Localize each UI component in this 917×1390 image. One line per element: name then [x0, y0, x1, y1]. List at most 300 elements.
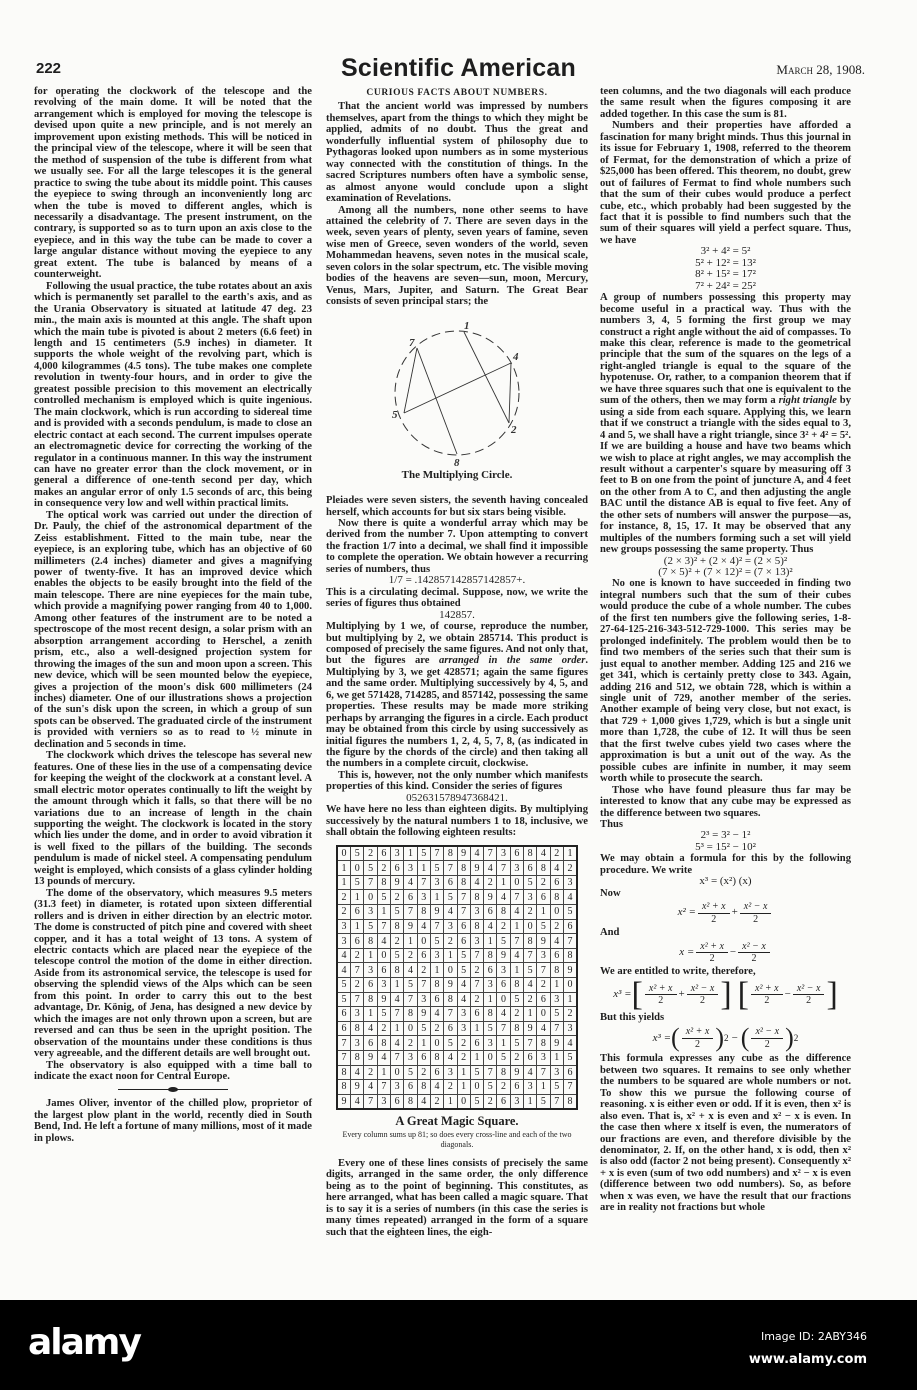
magic-square-cell: 4	[351, 1094, 364, 1109]
paragraph: This formula expresses any cube as the difference between two squares. It remains to see only whether the numbers to be squared are whole numbers or not. To show this we pursue the following course of reasoning. x is either even or odd. If it is even, then x² is also even. That is, x² + x is even and x² − x is even. In the case then where x itself is even, the numerators of our fractions are even, and therefore divisible by the denominator, 2. If, on the other hand, x is odd, then x² is also odd (factor 2 not being present). Consequently x² + x is even (sum of two odd numbers) and x² − x is even (difference between two odd numbers). So, as before when x was even, we have the result that our fractions are in reality not fractions but whole	[600, 1053, 851, 1214]
magic-square-cell: 3	[484, 1036, 497, 1051]
magic-square-row	[337, 1065, 577, 1080]
magic-square-cell: 7	[510, 890, 523, 905]
magic-square-row	[337, 1050, 577, 1065]
magic-square-cell: 3	[364, 905, 377, 920]
equation: 3² + 4² = 5²	[700, 245, 751, 258]
paragraph: The optical work was carried out under the direction of Dr. Pauly, the chief of the astronomical department of the Zeiss establishment. Fitted to the main tube, near the eyepiece, is an exploring tube, which has an objective of 60 millimeters (2.4 inches) diameter and gives a magnifying power of twenty-five. It has an improved device which enables the objects to be easily brought into the field of the main telescope. There are nine eyepieces for the main tube, which provide a magnifying power ranging from 40 to 1,000. Among other features of the instrument are to be noted a spectroscope of the most recent design, a solar prism with an absorption arrangement according to Herschel, a zenith prism, etc., also a well-designed projection system for throwing the images of the sun and moon upon a screen. This new device, which will be seen mounted below the eyepiece, gives a projection of the moon's disk 600 millimeters (24 inches) diameter. One of our illustrations shows a projection of the sun's disk upon the screen, in which a group of sun spots can be observed. The graduated circle of the instrument is provided with verniers so as to read to ½ minute in declination and 5 seconds in time.	[34, 509, 312, 750]
magic-square-cell: 7	[404, 905, 417, 920]
magic-square-cell: 2	[417, 1065, 430, 1080]
magic-square-cell: 9	[537, 934, 550, 949]
fraction	[740, 901, 772, 925]
magic-square-cell: 6	[404, 890, 417, 905]
magic-square-cell: 1	[417, 861, 430, 876]
numerator: x² − x	[793, 983, 825, 995]
magic-square-cell: 1	[470, 1021, 483, 1036]
magic-square-cell: 4	[430, 1080, 443, 1095]
magic-square-cell: 1	[404, 934, 417, 949]
equation: 1/7 = .142857142857142857+.	[388, 574, 526, 587]
magic-square-cell: 7	[457, 890, 470, 905]
magic-square-cell: 8	[563, 1094, 577, 1109]
magic-square-cell: 3	[523, 890, 536, 905]
magic-square-cell: 6	[404, 1080, 417, 1095]
magic-square-cell: 8	[377, 875, 390, 890]
right-column	[600, 86, 851, 1214]
magic-square-cell: 5	[550, 1007, 563, 1022]
magic-square-cell: 1	[364, 948, 377, 963]
operator: −	[729, 945, 737, 958]
denominator: 2	[806, 995, 812, 1007]
magic-square-cell: 6	[563, 1065, 577, 1080]
equation: 5³ = 15² − 10²	[695, 840, 756, 853]
magic-square-cell: 2	[470, 963, 483, 978]
magic-square-cell: 4	[497, 890, 510, 905]
magic-square-cell: 8	[523, 846, 536, 861]
magic-square-cell: 4	[550, 934, 563, 949]
magic-square-cell: 9	[563, 963, 577, 978]
lhs: x³ =	[613, 988, 632, 1001]
bracket: [	[631, 975, 643, 1013]
magic-square-cell: 1	[444, 1094, 457, 1109]
denominator: 2	[709, 952, 715, 964]
magic-square-cell: 7	[497, 861, 510, 876]
magic-square-cell: 0	[510, 875, 523, 890]
magic-square-cell: 3	[417, 992, 430, 1007]
magic-square-cell: 7	[404, 992, 417, 1007]
magic-square-cell: 5	[337, 978, 351, 993]
magic-square-cell: 2	[430, 1094, 443, 1109]
magic-square-cell: 4	[417, 1094, 430, 1109]
equation: 142857.	[439, 608, 475, 621]
circle-label: 2	[511, 423, 517, 436]
magic-square-cell: 7	[563, 1080, 577, 1095]
magic-square-cell: 1	[484, 934, 497, 949]
numerator: x² + x	[696, 941, 728, 953]
paragraph: Following the usual practice, the tube rotates about an axis which is permanently set parallel to the earth's axis, and as the Urania Observatory is situated at latitude 47 deg. 23 min., the main axis is mounted at this angle. The shaft upon which the main tube is pivoted is about 2 meters (6.6 feet) in length and 15 centimeters (5.9 inches) in diameter. It supports the whole weight of the revolving part, which is 4,000 kilogrammes (4.5 tons). The tube makes one complete revolution in twenty-four hours, and in order to give the greatest possible precision to this movement an electrically controlled mechanism is employed which is quite ingenious. The main clockwork, which is run according to sidereal time and is provided with a seconds pendulum, is made to close an electric contact at each second. The current impulses operate an electromagnetic device for correcting the working of the regulator in a continuous manner. In this way the instrument can have no greater error than the clock movement, or in general a difference of one-tenth second per day, which makes an angular error of only 1.5 seconds of arc, this being in consequence very low and well within practical limits.	[34, 280, 312, 510]
magic-square-cell: 7	[510, 934, 523, 949]
magic-square-cell: 2	[510, 1007, 523, 1022]
magic-square-cell: 5	[404, 978, 417, 993]
magic-square-cell: 7	[550, 1021, 563, 1036]
magic-square-cell: 5	[391, 905, 404, 920]
magic-square-cell: 7	[484, 1065, 497, 1080]
magic-square-cell: 6	[391, 1094, 404, 1109]
magic-square-cell: 2	[377, 861, 390, 876]
magic-square-cell: 7	[470, 978, 483, 993]
magic-square-cell: 1	[457, 1080, 470, 1095]
equation: 2³ = 3² − 1²	[700, 829, 751, 842]
magic-square-cell: 6	[510, 1080, 523, 1095]
magic-square-cell: 3	[364, 963, 377, 978]
magic-square-cell: 9	[351, 1080, 364, 1095]
magic-square-cell: 1	[337, 861, 351, 876]
magic-square-cell: 2	[497, 1080, 510, 1095]
magic-square-cell: 2	[484, 875, 497, 890]
magic-square-cell: 1	[470, 1050, 483, 1065]
magic-square-cell: 7	[537, 963, 550, 978]
magic-square-cell: 8	[337, 1080, 351, 1095]
magic-square-cell: 5	[364, 919, 377, 934]
magic-square-cell: 8	[510, 1021, 523, 1036]
magic-square-cell: 0	[364, 890, 377, 905]
magic-square-cell: 7	[497, 1021, 510, 1036]
chord-1-2	[464, 332, 509, 423]
magic-square-cell: 7	[417, 978, 430, 993]
paragraph: This is, however, not the only number which manifests properties of this kind. Consider the series of figures	[326, 769, 588, 793]
paragraph: teen columns, and the two diagonals will each produce the same result when the figures composing it are added together. In this case the sum is 81.	[600, 86, 851, 120]
lhs: x =	[679, 945, 695, 958]
denominator: 2	[700, 995, 706, 1007]
magic-square-cell: 8	[337, 1065, 351, 1080]
paragraph: Among all the numbers, none other seems to have attained the celebrity of 7. There are seven days in the week, seven years of plenty, seven years of famine, seven wise men of Greece, seven wonders of the world, seven Mohammedan heavens, seven notes in the musical scale, seven colors in the solar spectrum, etc. The visible moving bodies of the heavens are seven—sun, moon, Mercury, Venus, Mars, Jupiter, and Saturn. The Great Bear consists of seven principal stars; the	[326, 204, 588, 308]
magic-square-table	[336, 845, 578, 1111]
fraction	[751, 983, 783, 1007]
magic-square-cell: 7	[537, 1065, 550, 1080]
magic-square-cell: 0	[537, 1007, 550, 1022]
magic-square-cell: 1	[364, 1007, 377, 1022]
magic-square-cell: 6	[377, 846, 390, 861]
magic-square-cell: 5	[457, 963, 470, 978]
magic-square-cell: 7	[391, 1007, 404, 1022]
text: Multiplying by 1 we, of course, reproduce the number, but multiplying by 2, we obtain 285714. This product is composed of precisely the same figures. And not only that, but the figures are	[326, 621, 588, 667]
multiplying-circle-figure	[382, 318, 532, 468]
magic-square-cell: 4	[430, 1007, 443, 1022]
denominator: 2	[695, 1038, 700, 1050]
magic-square-cell: 1	[457, 1065, 470, 1080]
chord-7-8	[417, 348, 457, 454]
denominator: 2	[764, 1038, 770, 1050]
magic-square-cell: 4	[470, 875, 483, 890]
magic-square-cell: 1	[391, 1021, 404, 1036]
paragraph: for operating the clockwork of the telescope and the revolving of the main dome. It will be noted that the arrangement which is employed for moving the telescope is devised upon quite a new principle, and is not merely an improvement upon existing methods. This will be noticed in the principal view of the telescope, where it will be seen that the method of suspension of the tube is different from what we usually see. For all the large telescopes it is the general practice to swing the tube about its middle point. This causes the eyepiece to swing through an inconveniently long arc when the tube is moved to different angles, which is necessarily a disadvantage. The present instrument, on the contrary, is supported so as to turn upon an axis close to the eyepiece, and in this way the tube can be made to cover a large angular distance without moving the eyepiece to any great extent. The tube is balanced by means of a counterweight.	[34, 86, 312, 281]
magic-square-cell: 4	[337, 948, 351, 963]
exponent: 2	[723, 1032, 729, 1043]
magic-square-cell: 3	[510, 861, 523, 876]
numerator: x² − x	[738, 941, 770, 953]
circle-label: 5	[392, 408, 398, 421]
magic-square-cell: 3	[563, 1021, 577, 1036]
operator: −	[731, 1031, 738, 1044]
magic-square-cell: 6	[497, 978, 510, 993]
magic-square-cell: 5	[457, 948, 470, 963]
magic-square-cell: 0	[417, 934, 430, 949]
magic-square-cell: 0	[497, 992, 510, 1007]
magic-square-cell: 8	[550, 963, 563, 978]
magic-square-cell: 3	[444, 919, 457, 934]
magic-square-cell: 8	[417, 905, 430, 920]
magic-square-cell: 3	[470, 905, 483, 920]
magic-square-cell: 0	[523, 919, 536, 934]
magic-square-cell: 1	[510, 963, 523, 978]
magic-square-cell: 7	[484, 846, 497, 861]
magic-square-cell: 1	[497, 1036, 510, 1051]
italic-text: arranged in the same order	[438, 655, 586, 667]
magic-square-cell: 1	[430, 963, 443, 978]
numerator: x² + x	[682, 1026, 714, 1038]
magic-square-cell: 3	[391, 1080, 404, 1095]
issue-date: March 28, 1908.	[776, 62, 865, 77]
paragraph: But this yields	[600, 1011, 665, 1023]
fraction	[696, 941, 728, 965]
magic-square-cell: 3	[351, 1036, 364, 1051]
magic-square-cell: 7	[364, 875, 377, 890]
magic-square-cell: 6	[337, 1021, 351, 1036]
text: . Multiplying by 3, we get 428571; again the same figures and the same order. Multiplying successively by 4, 5, and 6, we get 571428, 714285, and 857142, possessing the same properties. These results may be made more striking perhaps by arranging the figures in a circle. Each product may be obtained from this circle by using successively as initial figures the numbers 1, 2, 4, 5, 7, 8, (as indicated in the figure by the chords of the circle) and then taking all the numbers in a complete circuit, clockwise.	[326, 655, 588, 770]
magic-square-cell: 8	[391, 963, 404, 978]
magic-square-cell: 6	[391, 861, 404, 876]
magic-square-cell: 4	[444, 905, 457, 920]
fraction	[698, 901, 730, 925]
magic-square-cell: 3	[563, 875, 577, 890]
magic-square-cell: 4	[550, 861, 563, 876]
magic-square-cell: 0	[470, 1080, 483, 1095]
magic-square-cell: 2	[430, 1021, 443, 1036]
magic-square-cell: 7	[351, 963, 364, 978]
magic-square-cell: 2	[537, 875, 550, 890]
equation-x	[600, 941, 851, 965]
magic-square-cell: 8	[417, 1080, 430, 1095]
magic-square-cell: 8	[444, 992, 457, 1007]
magic-square-cell: 4	[351, 1065, 364, 1080]
magic-square-cell: 7	[377, 1080, 390, 1095]
magic-square-cell: 2	[563, 1007, 577, 1022]
magic-square-cell: 6	[444, 1021, 457, 1036]
magic-square-cell: 3	[457, 1021, 470, 1036]
magic-square-cell: 5	[417, 846, 430, 861]
magic-square-note: Every column sums up 81; so does every cross-line and each of the two diagonals.	[342, 1129, 572, 1149]
paragraph: Those who have found pleasure thus far may be interested to know that any cube may be expressed as the difference between two squares.	[600, 784, 851, 819]
magic-square-cell: 1	[563, 846, 577, 861]
magic-square-cell: 1	[377, 1065, 390, 1080]
paragraph	[600, 292, 851, 555]
exponent: 2	[793, 1032, 799, 1043]
magic-square-cell: 4	[391, 992, 404, 1007]
magic-square-row	[337, 1007, 577, 1022]
magic-square-cell: 5	[470, 1094, 483, 1109]
magic-square-cell: 3	[457, 1007, 470, 1022]
magic-square-cell: 9	[523, 1021, 536, 1036]
magic-square-cell: 1	[404, 846, 417, 861]
magic-square-cell: 1	[351, 890, 364, 905]
magic-square-cell: 7	[444, 861, 457, 876]
magic-square-cell: 6	[430, 1065, 443, 1080]
magic-square-cell: 4	[377, 934, 390, 949]
magic-square-cell: 5	[337, 992, 351, 1007]
magic-square-cell: 2	[444, 1080, 457, 1095]
magic-square-cell: 8	[457, 875, 470, 890]
magic-square-cell: 8	[537, 1036, 550, 1051]
magic-square-cell: 3	[470, 934, 483, 949]
magic-square-cell: 2	[351, 978, 364, 993]
magic-square-cell: 2	[337, 905, 351, 920]
equation: (2 × 3)² + (2 × 4)² = (2 × 5)²	[663, 554, 788, 567]
paragraph	[326, 621, 588, 770]
magic-square-cell: 5	[484, 1021, 497, 1036]
magic-square-cell: 7	[523, 948, 536, 963]
magic-square-cell: 3	[377, 1094, 390, 1109]
paragraph: Now there is quite a wonderful array which may be derived from the number 7. Upon attempting to convert the fraction 1/7 into a decimal, we shall find it impossible to complete the operation. We obtain however a recurring series of numbers, thus	[326, 517, 588, 575]
oliver-note: James Oliver, inventor of the chilled plow, proprietor of the largest plow plant in the world, recently died in South Bend, Ind. He left a fortune of many millions, most of it made in plows.	[34, 1098, 312, 1144]
magic-square-cell: 4	[457, 978, 470, 993]
page-number: 222	[36, 60, 62, 77]
magic-square-cell: 5	[550, 1080, 563, 1095]
magic-square-cell: 0	[550, 905, 563, 920]
magic-square-cell: 6	[351, 905, 364, 920]
magic-square-cell: 2	[391, 934, 404, 949]
magic-square-row	[337, 948, 577, 963]
magic-square-cell: 2	[444, 934, 457, 949]
magic-square-cell: 4	[457, 992, 470, 1007]
magic-square-cell: 4	[537, 846, 550, 861]
fraction	[682, 1026, 714, 1050]
magic-square-row	[337, 890, 577, 905]
chord-4-5	[404, 363, 511, 413]
magic-square-cell: 0	[391, 1065, 404, 1080]
magic-square-cell: 5	[563, 1050, 577, 1065]
magic-square-cell: 9	[484, 890, 497, 905]
magic-square-cell: 3	[430, 948, 443, 963]
magic-square-cell: 0	[563, 978, 577, 993]
paragraph: We have here no less than eighteen digits. By multiplying successively by the natural numbers 1 to 18, inclusive, we shall obtain the following eighteen results:	[326, 804, 588, 839]
label-thus: Thus	[600, 819, 623, 830]
magic-square-cell: 8	[484, 948, 497, 963]
equation: (7 × 5)² + (7 × 12)² = (7 × 13)²	[658, 566, 793, 579]
magic-square-cell: 5	[351, 875, 364, 890]
magic-square-cell: 7	[417, 875, 430, 890]
magic-square-cell: 6	[563, 919, 577, 934]
equation: 7² + 24² = 25²	[695, 279, 756, 292]
fraction	[687, 983, 719, 1007]
bracket: [	[737, 975, 749, 1013]
magic-square-cell: 4	[484, 919, 497, 934]
magic-square-cell: 5	[351, 846, 364, 861]
magic-square-cell: 4	[391, 1036, 404, 1051]
magic-square-cell: 1	[550, 978, 563, 993]
magic-square-cell: 0	[444, 963, 457, 978]
magic-square-row	[337, 875, 577, 890]
magic-square-cell: 3	[484, 978, 497, 993]
magic-square-cell: 1	[417, 1036, 430, 1051]
denominator: 2	[753, 913, 759, 925]
magic-square-cell: 1	[563, 992, 577, 1007]
magic-square-cell: 1	[444, 948, 457, 963]
section-divider	[118, 1089, 228, 1090]
magic-square-cell: 4	[364, 1080, 377, 1095]
image-id: Image ID: 2ABY346	[760, 1330, 867, 1343]
numerator: x² + x	[645, 983, 677, 995]
magic-square-cell: 7	[430, 919, 443, 934]
magic-square-cell: 6	[537, 890, 550, 905]
magic-square-cell: 0	[457, 1094, 470, 1109]
magic-square-cell: 9	[457, 846, 470, 861]
magic-square-cell: 3	[550, 1065, 563, 1080]
circle-label: 7	[409, 336, 415, 349]
magic-square-cell: 6	[550, 875, 563, 890]
magic-square-cell: 5	[537, 1094, 550, 1109]
magic-square-cell: 8	[351, 1021, 364, 1036]
magic-square-cell: 8	[457, 861, 470, 876]
magic-square-cell: 8	[484, 1007, 497, 1022]
magic-square-cell: 2	[470, 992, 483, 1007]
denominator: 2	[751, 952, 757, 964]
magic-square-cell: 4	[510, 948, 523, 963]
magic-square-cell: 4	[484, 861, 497, 876]
magic-square-cell: 6	[377, 963, 390, 978]
magic-square-cell: 6	[470, 1007, 483, 1022]
magic-square-cell: 5	[537, 919, 550, 934]
magic-square-cell: 3	[404, 861, 417, 876]
dashed-circle	[395, 331, 519, 455]
text: A group of numbers possessing this property may become useful in a practical way. Thus with the numbers 3, 4, 5 forming the first group we may construct a right angle without the aid of compasses. To make this clear, reference is made to the geometrical principle that the sum of the squares on the legs of a right-angled triangle is equal to the square of the hypotenuse. Or, rather, to a companion theorem that if we have three squares such that one is equivalent to the sum of the others, then we may form a	[600, 292, 851, 407]
magic-square-cell: 8	[497, 905, 510, 920]
magic-square-cell: 2	[351, 948, 364, 963]
masthead: Scientific American	[341, 54, 576, 82]
magic-square-cell: 4	[523, 1065, 536, 1080]
magic-square-cell: 6	[417, 1050, 430, 1065]
magic-square-cell: 1	[550, 1050, 563, 1065]
magic-square-cell: 5	[497, 934, 510, 949]
magic-square-cell: 6	[364, 978, 377, 993]
numerator: x² − x	[687, 983, 719, 995]
magic-square-cell: 7	[563, 934, 577, 949]
paragraph: Numbers and their properties have afforded a fascination for many bright minds. Thus this journal in its issue for February 1, 1908, referred to the theorem of Fermat, for the demonstration of which a prize of $25,000 has been offered. This theorem, no doubt, grew out of failures of Fermat to find whole numbers such that the sum of their cubes would produce a perfect cube, etc., which probably had been suggested by the fact that it is possible to find numbers such that the sum of their squares will yield a perfect square. Thus, we have	[600, 120, 851, 246]
magic-square-cell: 4	[377, 1050, 390, 1065]
magic-square-cell: 4	[417, 919, 430, 934]
magic-square-cell: 6	[523, 861, 536, 876]
magic-square-cell: 0	[351, 861, 364, 876]
magic-square-cell: 8	[430, 978, 443, 993]
paren: (	[671, 1023, 680, 1053]
magic-square-row	[337, 1021, 577, 1036]
magic-square-cell: 6	[430, 992, 443, 1007]
paragraph: The clockwork which drives the telescope has several new features. One of these lies in the use of a compensating device for keeping the weight of the clockwork at a constant level. A small electric motor operates continually to lift the weight by the amount through which it falls, so that there will be no variations due to an increase of length in the chain supporting the weight. The clockwork is located in the story which lies under the dome, and in order to avoid vibration it is well fixed to the pillars of the building. The seconds pendulum is made of nickel steel. A compensating pendulum weight is employed, which consists of a glass cylinder holding 13 pounds of mercury.	[34, 750, 312, 888]
magic-square-cell: 2	[497, 919, 510, 934]
magic-square-cell: 4	[563, 890, 577, 905]
magic-square-cell: 3	[337, 919, 351, 934]
fraction	[793, 983, 825, 1007]
magic-square-cell: 5	[404, 1065, 417, 1080]
magic-square-row	[337, 919, 577, 934]
chord-2-4	[509, 363, 511, 423]
magic-square-cell: 6	[417, 948, 430, 963]
magic-square-cell: 6	[523, 1050, 536, 1065]
magic-square-cell: 1	[430, 890, 443, 905]
magic-square-cell: 6	[457, 934, 470, 949]
magic-square-cell: 6	[364, 1036, 377, 1051]
magic-square-cell: 6	[484, 963, 497, 978]
magic-square-cell: 1	[537, 905, 550, 920]
magic-square-cell: 4	[497, 1007, 510, 1022]
magic-square-cell: 3	[404, 1050, 417, 1065]
magic-square-cell: 5	[444, 1036, 457, 1051]
label-now: Now	[600, 887, 621, 899]
article-heading: CURIOUS FACTS ABOUT NUMBERS.	[366, 88, 548, 98]
magic-square-cell: 1	[351, 919, 364, 934]
magic-square-cell: 6	[337, 1007, 351, 1022]
magic-square-cell: 2	[457, 1050, 470, 1065]
magic-square-cell: 7	[430, 846, 443, 861]
paragraph: We may obtain a formula for this by the following procedure. We write	[600, 853, 851, 876]
magic-square-cell: 6	[537, 992, 550, 1007]
magic-square-cell: 9	[510, 1065, 523, 1080]
magic-square-cell: 5	[430, 934, 443, 949]
numerator: x² − x	[751, 1026, 783, 1038]
magic-square-cell: 5	[364, 861, 377, 876]
magic-square-cell: 3	[497, 846, 510, 861]
circle-label: 4	[513, 350, 519, 363]
magic-square-cell: 8	[563, 948, 577, 963]
magic-square-cell: 3	[430, 875, 443, 890]
